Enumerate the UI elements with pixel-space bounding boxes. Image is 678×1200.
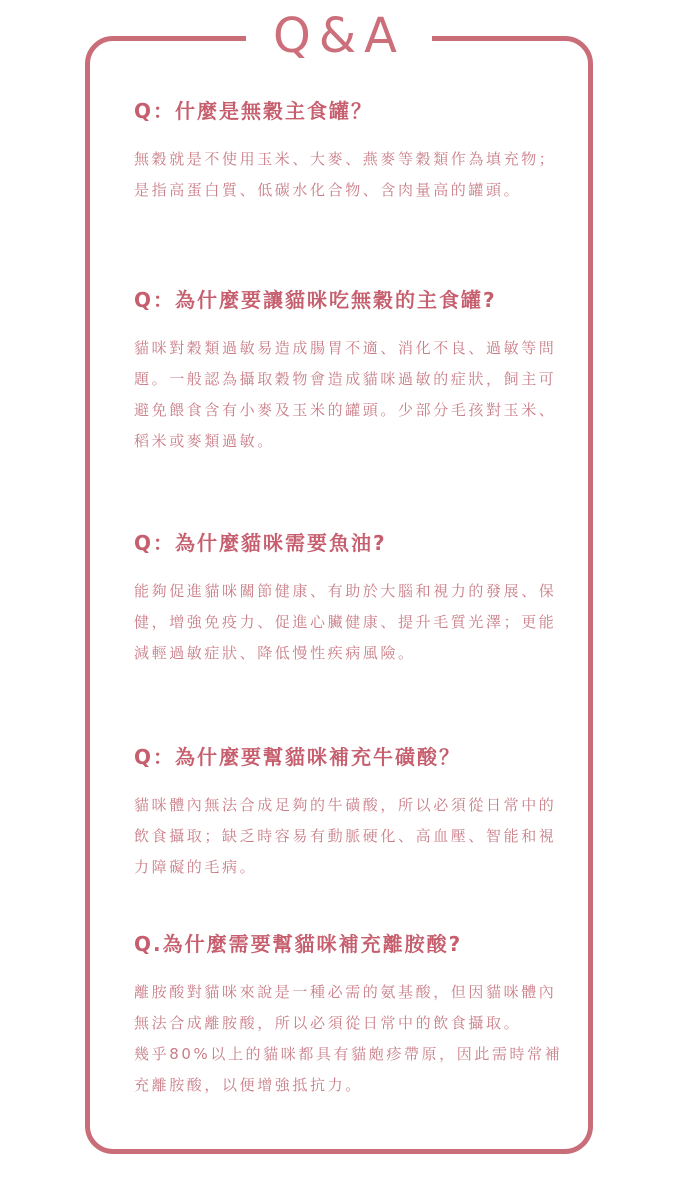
- answer-4: [134, 790, 564, 883]
- answer-4-text: 貓咪體內無法合成足夠的牛磺酸，所以必須從日常中的飲食攝取；缺乏時容易有動脈硬化、高血壓、智能和視力障礙的毛病。: [134, 796, 557, 876]
- question-2: Q：為什麼要讓貓咪吃無穀的主食罐?: [134, 288, 497, 312]
- answer-5-text-2: 幾乎80%以上的貓咪都具有貓皰疹帶原，因此需時常補充離胺酸，以便增強抵抗力。: [134, 1045, 563, 1094]
- question-3: Q：為什麼貓咪需要魚油?: [134, 531, 387, 555]
- answer-5: [134, 977, 564, 1101]
- qa-item-4: [134, 742, 564, 883]
- qa-item-3: [134, 528, 564, 669]
- answer-3-text: 能夠促進貓咪關節健康、有助於大腦和視力的發展、保健，增強免疫力、促進心臟健康、提升毛質光澤；更能減輕過敏症狀、降低慢性疾病風險。: [134, 582, 557, 662]
- answer-3: [134, 576, 564, 669]
- title-wrap: [246, 0, 432, 72]
- answer-2-text: 貓咪對穀類過敏易造成腸胃不適、消化不良、過敏等問題。一般認為攝取穀物會造成貓咪過敏的症狀，飼主可避免餵食含有小麥及玉米的罐頭。少部分毛孩對玉米、稻米或麥類過敏。: [134, 339, 557, 450]
- answer-2: [134, 333, 564, 457]
- question-4: Q：為什麼要幫貓咪補充牛磺酸？: [134, 745, 462, 769]
- qa-item-5: [134, 929, 564, 1101]
- qa-item-2: [134, 285, 564, 457]
- question-1: Q：什麼是無穀主食罐？: [134, 99, 374, 123]
- answer-1: [134, 144, 564, 206]
- page-title: Q&A: [272, 8, 406, 64]
- question-5: Q.為什麼需要幫貓咪補充離胺酸?: [134, 932, 463, 956]
- qa-item-1: [134, 96, 564, 206]
- answer-1-text: 無穀就是不使用玉米、大麥、燕麥等穀類作為填充物；是指高蛋白質、低碳水化合物、含肉量高的罐頭。: [134, 150, 557, 199]
- answer-5-text-1: 離胺酸對貓咪來說是一種必需的氨基酸，但因貓咪體內無法合成離胺酸，所以必須從日常中的飲食攝取。: [134, 983, 557, 1032]
